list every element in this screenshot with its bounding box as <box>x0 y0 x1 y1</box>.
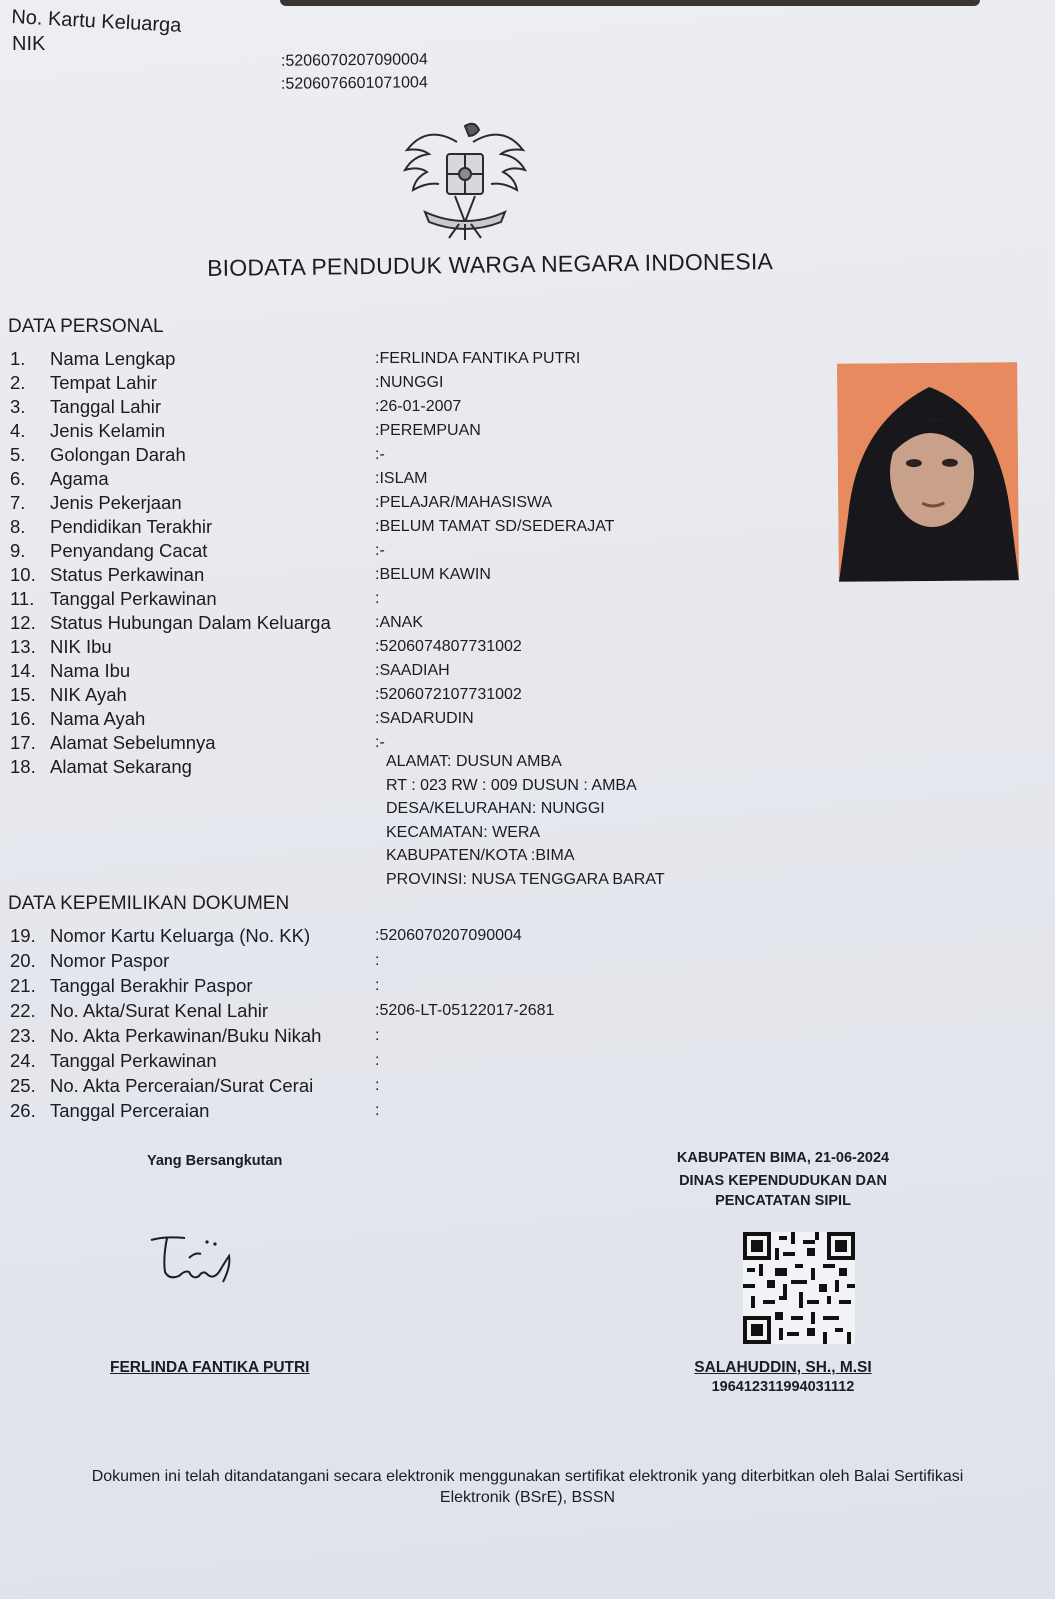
field-value: :26-01-2007 <box>375 398 462 415</box>
field-label: Jenis Kelamin <box>50 420 166 441</box>
field-row <box>10 444 810 467</box>
field-label: Status Hubungan Dalam Keluarga <box>50 612 331 633</box>
field-value: :PEREMPUAN <box>375 422 481 439</box>
field-number: 11. <box>10 588 35 609</box>
field-label: Nomor Kartu Keluarga (No. KK) <box>50 925 311 946</box>
field-row <box>10 684 810 707</box>
field-label: Tanggal Perkawinan <box>50 1050 217 1071</box>
field-number: 24. <box>10 1050 36 1071</box>
field-number: 3. <box>10 396 26 417</box>
signatory-name: FERLINDA FANTIKA PUTRI <box>110 1359 310 1376</box>
field-value: :SAADIAH <box>375 662 450 679</box>
field-label: Jenis Pekerjaan <box>50 492 182 513</box>
field-row <box>10 492 810 515</box>
address-line: RT : 023 RW : 009 DUSUN : AMBA <box>386 776 637 794</box>
field-row <box>10 1075 810 1098</box>
field-row <box>10 732 810 755</box>
address-line: KABUPATEN/KOTA :BIMA <box>386 847 575 864</box>
field-row <box>10 468 810 491</box>
footer-line-1: Dokumen ini telah ditandatangani secara elektronik menggunakan sertifikat elektronik yang diterbitkan oleh Balai Sertifikasi <box>91 1468 964 1485</box>
field-number: 5. <box>10 444 26 465</box>
field-row <box>10 708 810 731</box>
office-line-1: DINAS KEPENDUDUKAN DAN <box>679 1173 887 1189</box>
field-label: Tempat Lahir <box>50 372 157 393</box>
field-row <box>10 348 810 371</box>
field-value: : <box>375 1077 380 1094</box>
field-value: :BELUM KAWIN <box>375 566 491 583</box>
field-row <box>10 420 810 443</box>
official-nip: 196412311994031112 <box>711 1379 855 1395</box>
nik-value: :5206076601071004 <box>280 74 428 93</box>
field-row <box>10 588 810 611</box>
field-label: No. Akta/Surat Kenal Lahir <box>50 1000 269 1021</box>
office-line-2: PENCATATAN SIPIL <box>715 1193 851 1209</box>
field-number: 18. <box>10 756 36 777</box>
field-value: :PELAJAR/MAHASISWA <box>375 494 553 511</box>
field-number: 14. <box>10 660 36 681</box>
kk-label: No. Kartu Keluarga <box>10 6 182 37</box>
field-value: :5206074807731002 <box>375 638 522 655</box>
field-label: Alamat Sebelumnya <box>50 732 216 753</box>
field-label: Nama Ibu <box>50 660 131 681</box>
field-row <box>10 950 810 973</box>
field-row <box>10 540 810 563</box>
field-value: :ANAK <box>375 614 424 631</box>
field-label: Golongan Darah <box>50 444 186 465</box>
field-number: 15. <box>10 684 36 705</box>
field-number: 7. <box>10 492 26 513</box>
address-line: KECAMATAN: WERA <box>386 823 541 841</box>
field-label: Tanggal Perceraian <box>50 1100 210 1121</box>
field-value: :NUNGGI <box>375 374 444 391</box>
field-label: No. Akta Perceraian/Surat Cerai <box>50 1075 314 1096</box>
field-number: 6. <box>10 468 26 489</box>
field-number: 17. <box>10 732 36 753</box>
field-label: No. Akta Perkawinan/Buku Nikah <box>50 1025 322 1046</box>
field-row <box>10 564 810 587</box>
document-title: BIODATA PENDUDUK WARGA NEGARA INDONESIA <box>207 248 774 281</box>
field-label: Nama Lengkap <box>50 348 176 369</box>
field-number: 22. <box>10 1000 36 1021</box>
field-value: : <box>375 1102 380 1119</box>
section-title-documents: DATA KEPEMILIKAN DOKUMEN <box>8 893 290 914</box>
field-number: 19. <box>10 925 36 946</box>
field-number: 9. <box>10 540 26 561</box>
portrait-image <box>837 362 1019 582</box>
field-label: Alamat Sekarang <box>50 756 192 777</box>
electronic-signature-note <box>0 1466 1055 1508</box>
field-row <box>10 636 810 659</box>
profile-photo <box>837 362 1019 582</box>
field-number: 8. <box>10 516 26 537</box>
field-label: Penyandang Cacat <box>50 540 208 561</box>
field-value: :- <box>375 542 385 559</box>
field-number: 20. <box>10 950 36 971</box>
section-title-personal: DATA PERSONAL <box>8 316 164 337</box>
field-label: Nomor Paspor <box>50 950 170 971</box>
field-value: : <box>375 590 380 607</box>
field-row <box>10 925 810 948</box>
handwritten-signature <box>145 1230 255 1290</box>
field-number: 23. <box>10 1025 36 1046</box>
field-value: :- <box>375 446 385 463</box>
field-value: :FERLINDA FANTIKA PUTRI <box>375 350 581 367</box>
field-row <box>10 516 810 539</box>
field-number: 12. <box>10 612 36 633</box>
field-label: Tanggal Berakhir Paspor <box>50 975 253 996</box>
field-number: 1. <box>10 348 26 369</box>
address-line: ALAMAT: DUSUN AMBA <box>386 753 562 770</box>
field-number: 25. <box>10 1075 36 1096</box>
field-label: Nama Ayah <box>50 708 146 729</box>
field-value: : <box>375 977 380 994</box>
field-number: 2. <box>10 372 26 393</box>
field-row <box>10 1050 810 1073</box>
field-value: :SADARUDIN <box>375 710 474 727</box>
signatory-label: Yang Bersangkutan <box>147 1153 283 1169</box>
field-row <box>10 612 810 635</box>
field-number: 13. <box>10 636 36 657</box>
place-date: KABUPATEN BIMA, 21-06-2024 <box>676 1150 890 1166</box>
field-value: :5206072107731002 <box>375 686 522 703</box>
field-label: Tanggal Perkawinan <box>50 588 217 609</box>
field-value: : <box>375 952 380 969</box>
field-row <box>10 1100 810 1123</box>
address-line: PROVINSI: NUSA TENGGARA BARAT <box>386 870 665 888</box>
field-value: :5206-LT-05122017-2681 <box>375 1002 555 1019</box>
field-label: NIK Ayah <box>50 684 127 705</box>
nik-label: NIK <box>12 33 46 55</box>
field-label: Status Perkawinan <box>50 564 205 585</box>
field-number: 21. <box>10 975 36 996</box>
address-line: DESA/KELURAHAN: NUNGGI <box>386 800 605 817</box>
field-label: NIK Ibu <box>50 636 112 657</box>
garuda-emblem <box>395 112 535 248</box>
field-value: : <box>375 1052 380 1069</box>
field-label: Tanggal Lahir <box>50 396 162 417</box>
field-number: 26. <box>10 1100 36 1121</box>
field-number: 16. <box>10 708 36 729</box>
background-edge <box>280 0 980 6</box>
field-row <box>10 396 810 419</box>
field-row <box>10 660 810 683</box>
field-row <box>10 975 810 998</box>
field-row <box>10 1000 810 1023</box>
field-value: :5206070207090004 <box>375 927 522 944</box>
field-label: Agama <box>50 468 109 489</box>
field-row <box>10 1025 810 1048</box>
field-value: :BELUM TAMAT SD/SEDERAJAT <box>375 518 615 535</box>
field-value: : <box>375 1027 380 1044</box>
field-number: 4. <box>10 420 26 441</box>
field-row <box>10 372 810 395</box>
footer-line-2: Elektronik (BSrE), BSSN <box>439 1489 616 1506</box>
field-value: :ISLAM <box>375 470 428 487</box>
field-value: :- <box>375 734 385 751</box>
official-name: SALAHUDDIN, SH., M.SI <box>694 1359 872 1376</box>
kk-value: :5206070207090004 <box>280 51 428 70</box>
qr-code <box>743 1232 855 1344</box>
field-label: Pendidikan Terakhir <box>50 516 213 537</box>
field-number: 10. <box>10 564 36 585</box>
